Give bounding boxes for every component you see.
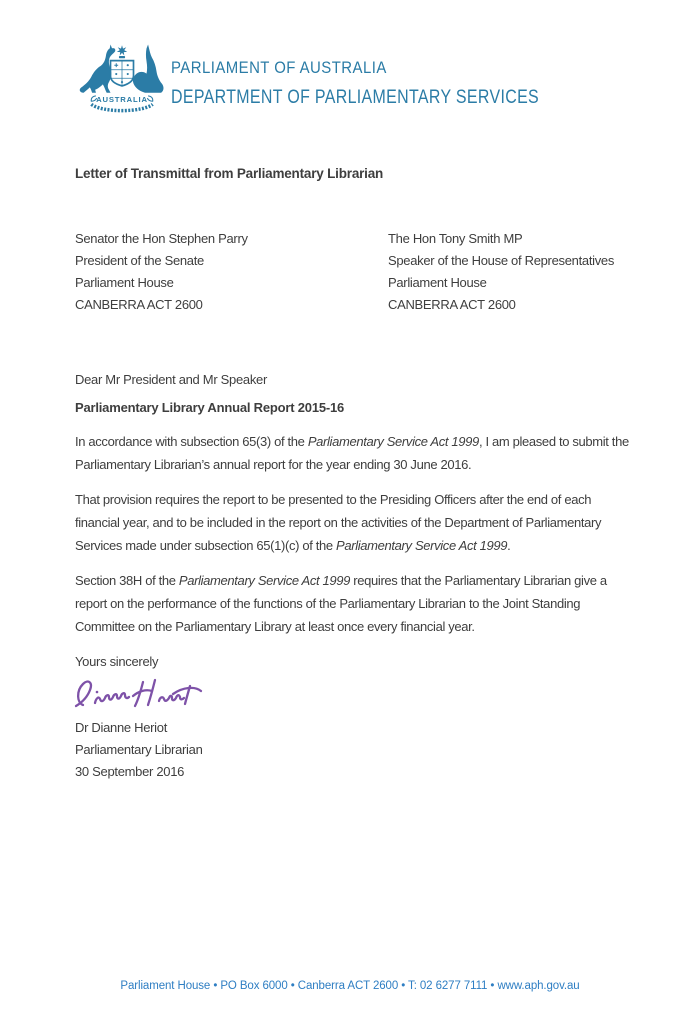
signatory-name: Dr Dianne Heriot: [75, 720, 168, 735]
body-paragraph: In accordance with subsection 65(3) of the Parliamentary Service Act 1999, I am pleased to submit the Parliamentary Librarian’s annual report for the year ending 30 June 2016.: [75, 434, 629, 472]
subject-line: Parliamentary Library Annual Report 2015-16: [75, 400, 345, 415]
address-line: Speaker of the House of Representatives: [388, 253, 615, 268]
address-line: Parliament House: [75, 275, 174, 290]
emu-icon: [133, 45, 164, 93]
address-line: CANBERRA ACT 2600: [388, 297, 516, 312]
recipient-addresses: [75, 228, 635, 316]
salutation: Dear Mr President and Mr Speaker: [75, 372, 267, 387]
address-line: Senator the Hon Stephen Parry: [75, 231, 248, 246]
body-paragraph: That provision requires the report to be presented to the Presiding Officers after the end of each financial year, and to be included in the report on the activities of the Department of Parliamentary Services made under subsection 65(1)(c) of the Parliamentary Service Act 1999.: [75, 492, 602, 553]
letterhead: [76, 41, 609, 117]
letter-body: [75, 430, 631, 650]
recipient-house-address: [388, 228, 614, 316]
body-paragraph: Section 38H of the Parliamentary Service Act 1999 requires that the Parliamentary Librarian give a report on the performance of the functions of the Parliamentary Librarian to the Joint Standing Committee on the Parliamentary Library at least once every financial year.: [75, 573, 607, 634]
australia-banner-text: AUSTRALIA: [96, 95, 148, 104]
address-line: CANBERRA ACT 2600: [75, 297, 203, 312]
footer-contact-line: Parliament House • PO Box 6000 • Canberra ACT 2600 • T: 02 6277 7111 • www.aph.gov.au: [120, 980, 580, 992]
wattle-garland-icon: [91, 104, 152, 110]
address-line: President of the Senate: [75, 253, 204, 268]
address-line: Parliament House: [388, 275, 487, 290]
recipient-senate-address: [75, 228, 388, 316]
letter-title: Letter of Transmittal from Parliamentary Librarian: [75, 166, 384, 181]
address-line: The Hon Tony Smith MP: [388, 231, 523, 246]
signatory-block: [75, 717, 203, 783]
australian-coat-of-arms-icon: [76, 41, 168, 117]
signature-date: 30 September 2016: [75, 764, 185, 779]
parliament-of-australia-title: PARLIAMENT OF AUSTRALIA: [171, 58, 387, 77]
signature-image: [71, 673, 209, 717]
commonwealth-star-icon: [117, 45, 127, 55]
letterhead-text: [171, 41, 609, 109]
closing-salutation: Yours sincerely: [75, 654, 159, 669]
signatory-title: Parliamentary Librarian: [75, 742, 203, 757]
department-of-parliamentary-services-title: DEPARTMENT OF PARLIAMENTARY SERVICES: [171, 87, 540, 108]
